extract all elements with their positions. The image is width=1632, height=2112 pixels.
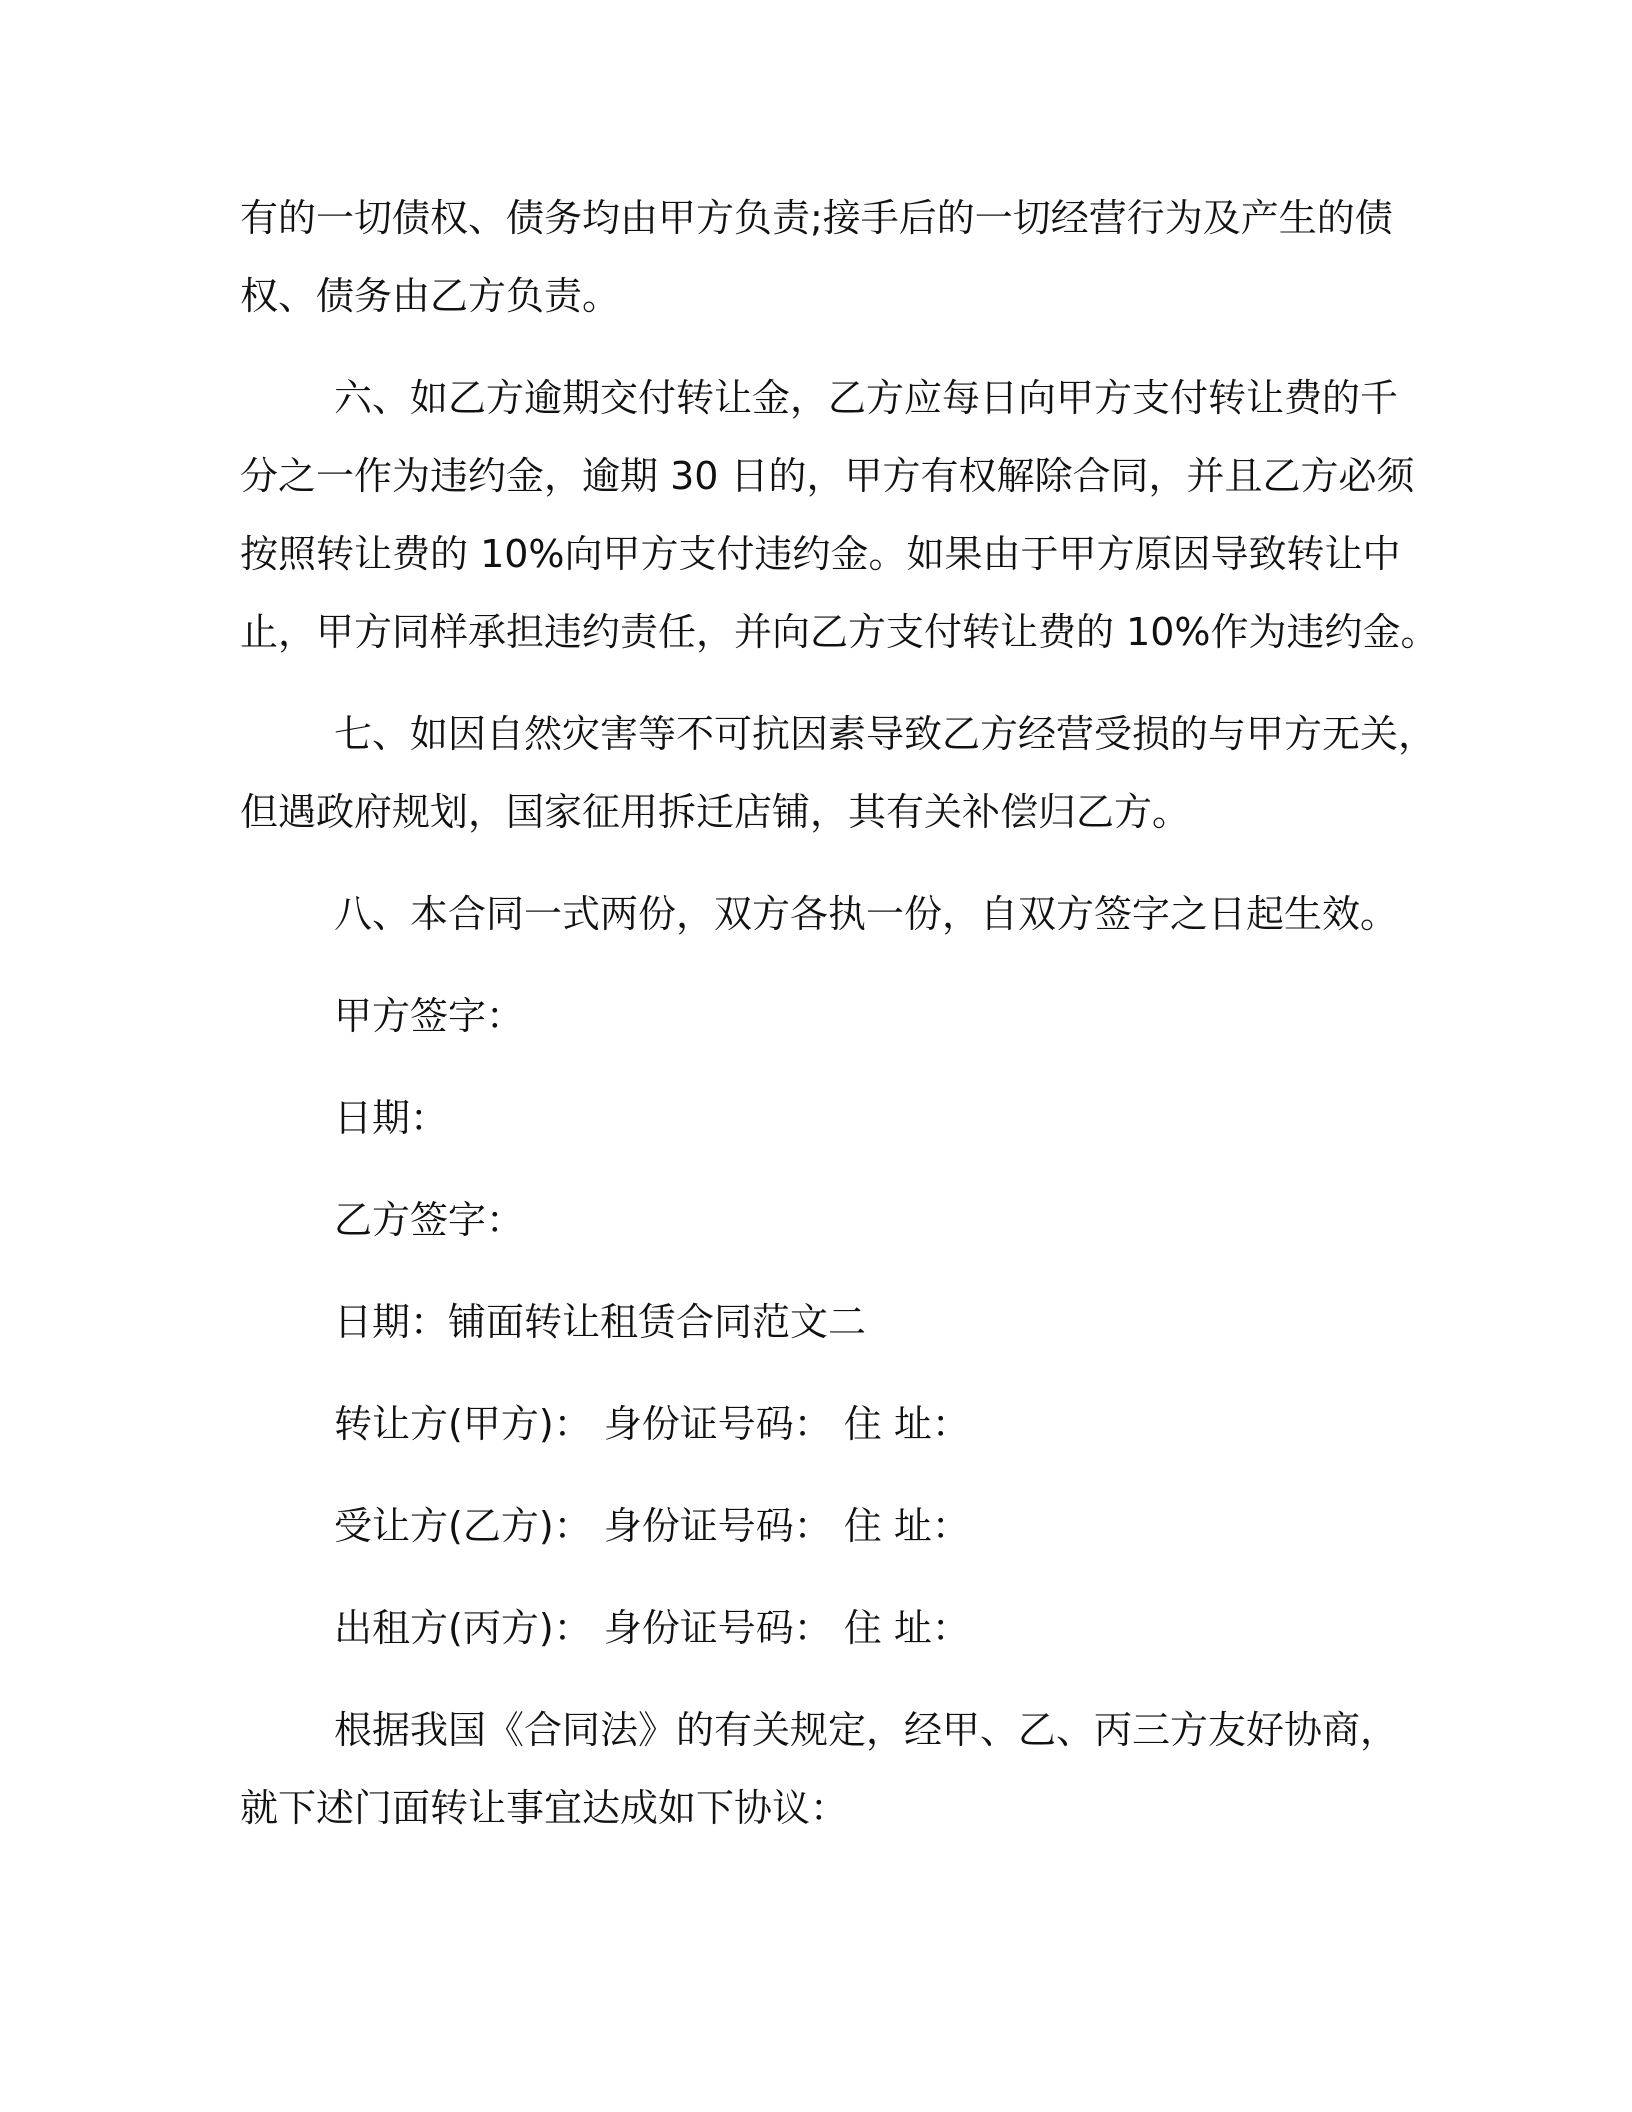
date-and-second-template-title: 日期：铺面转让租赁合同范文二 — [334, 1300, 867, 1344]
clause-7-line-1: 七、如因自然灾害等不可抗因素导致乙方经营受损的与甲方无关， — [334, 712, 1437, 756]
party-a-signature-label: 甲方签字： — [334, 994, 525, 1038]
party-a-date-label: 日期： — [334, 1096, 449, 1140]
transferor-info-line: 转让方(甲方)： 身份证号码： 住 址： — [334, 1402, 970, 1446]
clause-6-line-4: 止，甲方同样承担违约责任，并向乙方支付转让费的 10%作为违约金。 — [240, 610, 1439, 654]
preamble-line-2: 就下述门面转让事宜达成如下协议： — [240, 1786, 849, 1830]
clause-5-continuation-line-2: 权、债务由乙方负责。 — [240, 274, 621, 318]
clause-7-line-2: 但遇政府规划，国家征用拆迁店铺，其有关补偿归乙方。 — [240, 790, 1191, 834]
clause-5-continuation-line-1: 有的一切债权、债务均由甲方负责;接手后的一切经营行为及产生的债 — [240, 196, 1393, 240]
clause-8: 八、本合同一式两份，双方各执一份，自双方签字之日起生效。 — [334, 892, 1399, 936]
clause-6-line-3: 按照转让费的 10%向甲方支付违约金。如果由于甲方原因导致转让中 — [240, 532, 1401, 576]
party-b-signature-label: 乙方签字： — [334, 1198, 525, 1242]
clause-6-line-2: 分之一作为违约金，逾期 30 日的，甲方有权解除合同，并且乙方必须 — [240, 454, 1415, 498]
preamble-line-1: 根据我国《合同法》的有关规定，经甲、乙、丙三方友好协商， — [334, 1708, 1399, 1752]
clause-6-line-1: 六、如乙方逾期交付转让金，乙方应每日向甲方支付转让费的千 — [334, 376, 1399, 420]
transferee-info-line: 受让方(乙方)： 身份证号码： 住 址： — [334, 1504, 970, 1548]
lessor-info-line: 出租方(丙方)： 身份证号码： 住 址： — [334, 1606, 970, 1650]
